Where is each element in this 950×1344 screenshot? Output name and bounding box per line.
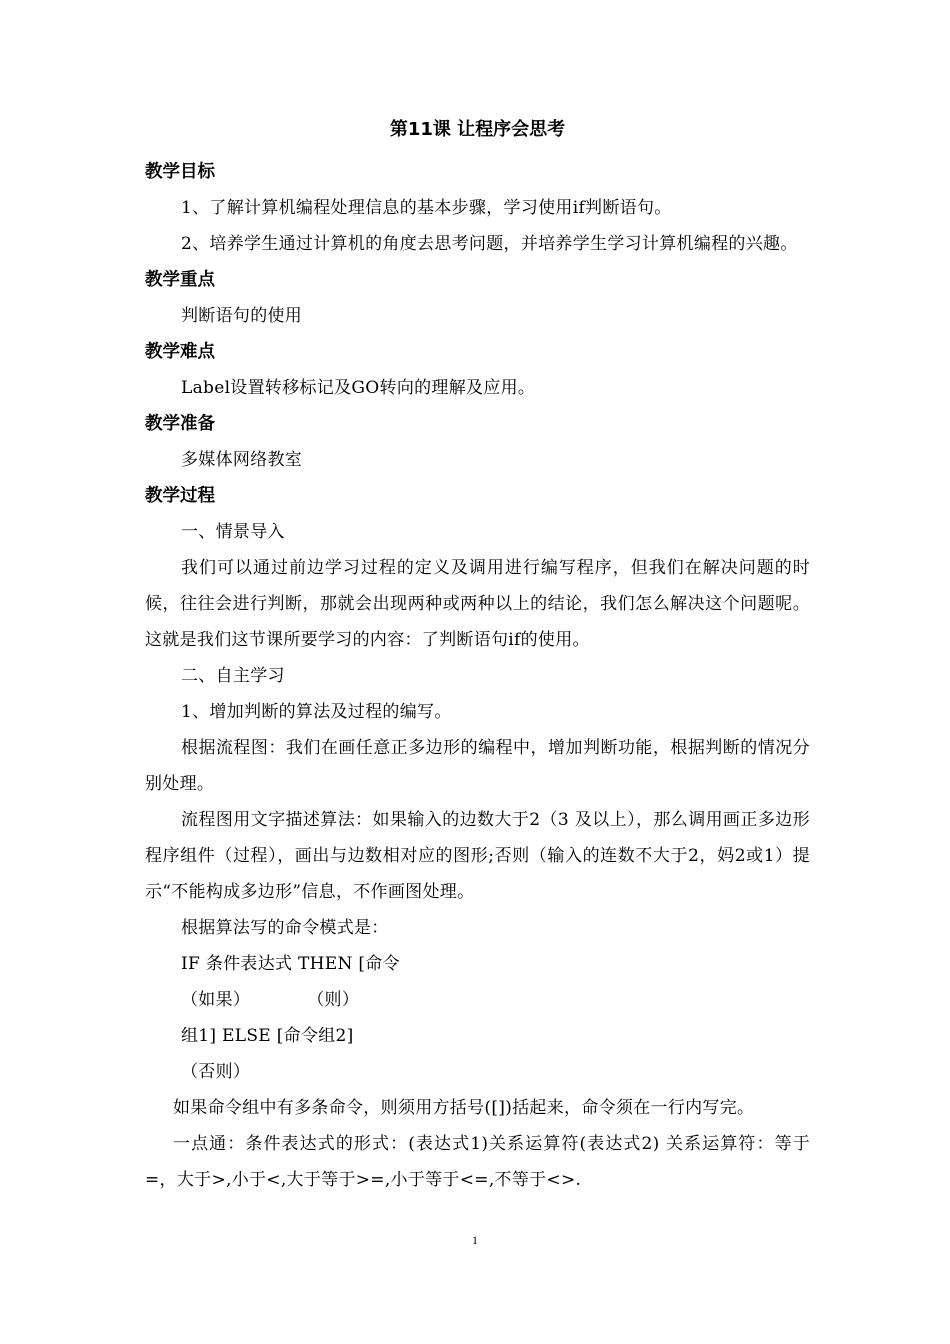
- tip-paragraph: 一点通：条件表达式的形式：(表达式1)关系运算符(表达式2) 关系运算符：等于=，大于>,小于<,大于等于>=,小于等于<=,不等于<>.: [145, 1134, 810, 1190]
- bracket-note: 如果命令组中有多条命令，则须用方括号([])括起来，命令须在一行内写完。: [173, 1098, 755, 1118]
- key-point-text: 判断语句的使用: [181, 306, 303, 326]
- page-number: 1: [472, 1233, 478, 1247]
- command-line-4: （否则）: [181, 1062, 251, 1082]
- page-title: 第11课 让程序会思考: [389, 119, 566, 140]
- objective-1: 1、了解计算机编程处理信息的基本步骤，学习使用if判断语句。: [181, 198, 672, 218]
- flowchart-paragraph: 根据流程图：我们在画任意正多边形的编程中，增加判断功能，根据判断的情况分别处理。: [145, 738, 810, 794]
- algorithm-paragraph: 流程图用文字描述算法：如果输入的边数大于2（3 及以上），那么调用画正多边形程序组件（过程），画出与边数相对应的图形;否则（输入的连数不大于2，妈2或1）提示“不能构成多边形”信息，不作画图处理。: [145, 810, 810, 902]
- section-heading-key-points: 教学重点: [145, 270, 215, 290]
- page-content: [145, 118, 810, 1198]
- command-pattern-intro: 根据算法写的命令模式是：: [181, 918, 389, 938]
- section-heading-process: 教学过程: [145, 486, 215, 506]
- self-study-item-1: 1、增加判断的算法及过程的编写。: [181, 702, 452, 722]
- section-heading-preparation: 教学准备: [145, 414, 215, 434]
- section-heading-difficulties: 教学难点: [145, 342, 215, 362]
- intro-paragraph: 我们可以通过前边学习过程的定义及调用进行编写程序，但我们在解决问题的时候，往往会进行判断，那就会出现两种或两种以上的结论，我们怎么解决这个问题呢。这就是我们这节课所要学习的内容：了判断语句if的使用。: [145, 558, 810, 650]
- objective-2: 2、培养学生通过计算机的角度去思考问题，并培养学生学习计算机编程的兴趣。: [181, 234, 798, 254]
- difficulty-text: Label设置转移标记及GO转向的理解及应用。: [181, 378, 536, 398]
- command-line-3: 组1] ELSE [命令组2]: [181, 1026, 354, 1046]
- preparation-text: 多媒体网络教室: [181, 450, 303, 470]
- command-line-1: IF 条件表达式 THEN [命令: [181, 954, 400, 974]
- process-step-intro: 一、情景导入: [181, 522, 285, 542]
- process-step-self-study: 二、自主学习: [181, 666, 285, 686]
- command-line-2: （如果） （则）: [181, 990, 360, 1010]
- section-heading-objectives: 教学目标: [145, 162, 215, 182]
